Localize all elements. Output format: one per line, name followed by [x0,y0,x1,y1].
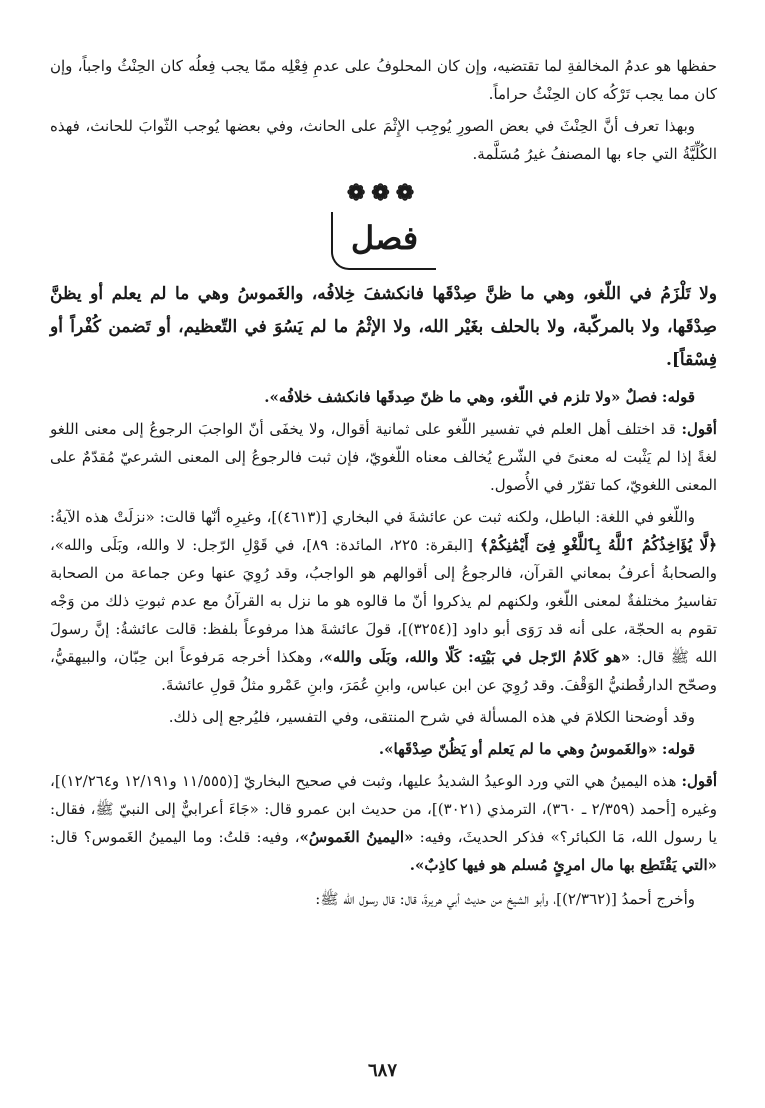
laghw-part-3: ، وهكذا أخرجه مَرفوعاً ابن حِبّان، والبيهقيُّ، وصحّح الدارقُطنيُّ الوَقْفَ. وقد رُوِيَ عن ابن عباس، وابنِ عُمَرَ، وابنِ عَمْرو مثلُ قولِ عائشةَ. [50,648,717,694]
aqulu-label-2: أقول: [681,772,717,790]
qawluhu-text-2: «والغَموسُ وهي ما لم يَعلم أو يَظُنّ صِدْقَها». [378,740,658,758]
aqulu-2-part-1: هذه اليمينُ هي التي ورد الوعيدُ الشديدُ عليها، وثبت في صحيح البخاريّ [(١١/٥٥٥ و١٢/١٩١ و١٢/٢٦٤)]، وغيره [أحمد (٢/٣٥٩ ـ ٣٦٠)، الترمذي (٣٠٢١)]، من حديث ابن عمرو قال: «جَاءَ أعرابيٌّ إلى النبيّ ﷺ، فقال: يا رسول الله، مَا الكبائر؟» فذكر الحديثَ، وفيه: [50,772,718,846]
qawluhu-1 [50,383,717,411]
paragraph-awdahna: وقد أوضحنا الكلامَ في هذه المسألة في شرح المنتقى، وفي التفسير، فليُرجع إلى ذلك. [168,708,695,726]
qawluhu-label-2: قوله: [661,740,695,758]
paragraph-akhraja: وأخرج أحمدُ [(٢/٣٦٢)]، وأبو الشيخ من حديث أبي هريرةَ، قال: قال رسول الله ﷺ: [315,890,695,908]
aqulu-label: أقول: [681,420,717,438]
aqulu-text: قد اختلف أهل العلم في تفسير اللّغو على ثمانية أقوال، ولا يخفَى أنّ الواجبَ الرجوعُ إلى معنى اللغو لغةً إذا لم يَثْبت له معنىً في الشّرع يُخالف معناه اللّغويّ، فإن ثبت فالرجوعُ إلى المعنى الشرعيّ مُقدّمٌ على المعنى اللغويّ، كما تقرّر في الأُصول. [50,420,717,494]
section-title-wrap [50,212,717,270]
quran-verse: ﴿لَّا يُؤَاخِذُكُمُ ٱللَّهُ بِٱللَّغْوِ فِىٓ أَيْمَٰنِكُمْ﴾ [479,536,717,554]
hadith-ghamus: «اليمينُ الغَموسُ» [299,828,414,846]
hadith-text: «هو كَلامُ الرّجل في بَيْتِه: كَلّا والله، وبَلَى والله» [323,648,631,666]
aqulu-2 [50,767,717,879]
qawluhu-2 [50,735,717,763]
aqulu-1 [50,415,717,499]
paragraph-laghw [50,503,717,699]
section-title: فصل [331,212,436,270]
paragraph-hifzuha: حفظها هو عدمُ المخالفةِ لما تقتضيه، وإن كان المحلوفُ على عدمِ فِعْلِه ممّا يجب فِعلُه كان الحِنْثُ واجباً، وإن كان مما يجب تَرْكُه كان الحِنْثُ حراماً. [50,57,717,103]
hadith-yaqtati: «التي يَقْتَطِع بها مال امرِئٍ مُسلم هو فيها كاذِبٌ». [409,856,717,874]
aqulu-2-part-2: ، وفيه: قلتُ: وما اليمينُ الغَموس؟ قال: [50,828,300,846]
laghw-part-2: [البقرة: ٢٢٥، المائدة: ٨٩]، في قَوْلِ الرّجل: لا والله، وبَلَى والله»، والصحابةُ أعرفُ بمعاني القرآن، فالرجوعُ إلى أقوالهم هو الواجبُ، وقد رُوِيَ عنها وعن جماعة من الصحابة تفاسيرُ مختلفةٌ لمعنى اللّغو، ولكنهم لم يذكروا أنّ ما قالوه هو ما نزل به القرآنُ مع عدم ثبوتِ ذلك من وَجْه تقوم به الحجّة، على أنه قد رَوَى أبو داود [(٣٢٥٤)]، قولَ عائشةَ هذا مرفوعاً بلفظ: قالت عائشةُ: إنَّ رسولَ الله ﷺ قال: [50,536,717,666]
paragraph-bihadha: وبهذا تعرف أنَّ الحِنْثَ في بعض الصورِ يُوجِب الإِثْمَ على الحانث، وفي بعضها يُوجب الثّوابَ للحانث، فهذه الكُلِّيَّةُ التي جاء بها المصنفُ غيرُ مُسَلَّمة. [50,117,717,163]
qawluhu-text: فصلٌ «ولا تلزم في اللّغو، وهي ما ظنّ صِدقَها فانكشف خلافُه». [264,388,658,406]
section-divider-stars: ❁❁❁ [346,180,421,206]
qawluhu-label: قوله: [661,388,695,406]
laghw-part-1: واللّغو في اللغة: الباطل، ولكنه ثبت عن عائشةَ في البخاري [(٤٦١٣)]، وغيرِه أنّها قالت: «نزلَتْ هذه الآيةُ: [50,508,695,526]
page-number: ٦٨٧ [367,1060,397,1081]
matn-text: ولا تَلْزَمُ في اللّغو، وهي ما ظنَّ صِدْقَها فانكشفَ خِلافُه، والغَموسُ وهي ما لم يعلم أو يظنَّ صِدْقَها، ولا بالمركّبة، ولا بالحلف بغَيْر الله، ولا الإثْمُ ما لم يَسُوَ في التّعظيم، أو تَضمن كُفْراً أو فِسْقاً]. [50,284,717,370]
